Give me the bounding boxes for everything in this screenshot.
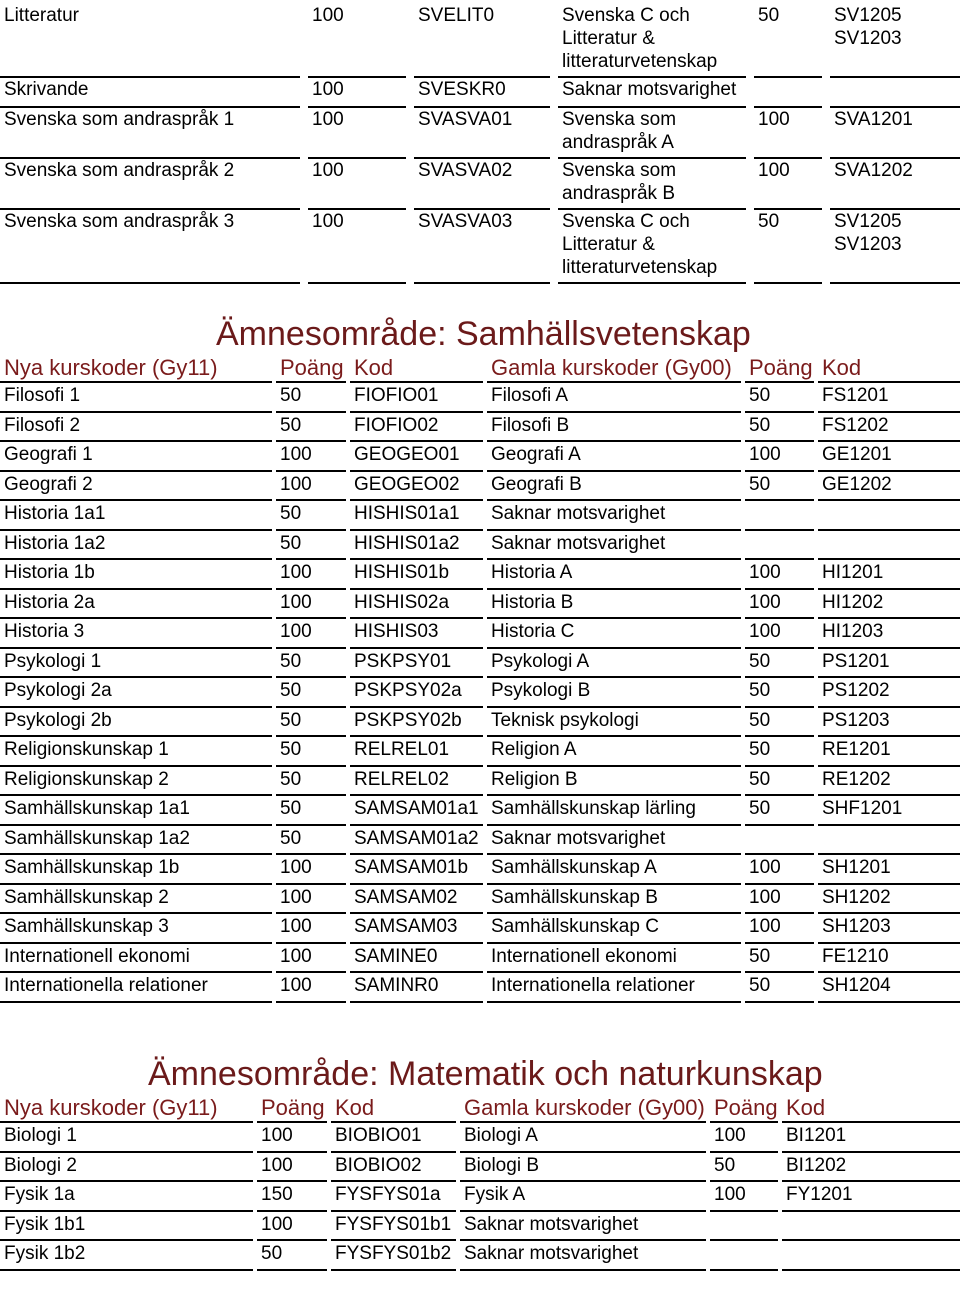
cell-course-code: FIOFIO01 (350, 382, 483, 412)
cell-old-points: 100 (745, 441, 814, 471)
cell-points: 100 (276, 913, 346, 943)
cell-old-points: 100 (710, 1181, 778, 1211)
cell-new-course: Filosofi 1 (0, 382, 272, 412)
cell-old-course-code: BI1202 (782, 1152, 960, 1182)
cell-course-code: SAMINR0 (350, 972, 483, 1002)
cell-old-points: 100 (745, 559, 814, 589)
cell-old-points (710, 1211, 778, 1241)
cell-course-code: SAMSAM02 (350, 884, 483, 914)
cell-points: 100 (276, 441, 346, 471)
cell-old-course: Samhällskunskap A (487, 854, 741, 884)
cell-course-code: HISHIS01a2 (350, 530, 483, 560)
cell-points: 50 (276, 530, 346, 560)
cell-old-course-code: SVA1202 (830, 158, 960, 209)
cell-old-course-code: BI1201 (782, 1122, 960, 1152)
cell-old-points: 50 (745, 972, 814, 1002)
cell-old-points: 100 (754, 158, 822, 209)
cell-old-points: 50 (745, 736, 814, 766)
cell-new-course: Historia 2a (0, 589, 272, 619)
cell-old-course: Biologi B (460, 1152, 706, 1182)
cell-old-course-code: HI1201 (818, 559, 960, 589)
cell-new-course: Historia 1a1 (0, 500, 272, 530)
cell-old-course-code: SH1202 (818, 884, 960, 914)
cell-old-course: Historia A (487, 559, 741, 589)
cell-old-course-code: HI1203 (818, 618, 960, 648)
cell-new-course: Historia 1b (0, 559, 272, 589)
cell-old-points: 100 (745, 854, 814, 884)
cell-old-course: Svenska C och Litteratur & litteraturvetenskap (558, 4, 746, 77)
cell-old-course-code: HI1202 (818, 589, 960, 619)
table-row (0, 972, 960, 1002)
cell-points: 100 (308, 209, 406, 283)
cell-old-points: 50 (745, 943, 814, 973)
cell-old-points (754, 77, 822, 107)
cell-old-course: Saknar motsvarighet (460, 1240, 706, 1270)
table-header-row (0, 354, 960, 382)
cell-old-course-code: FS1202 (818, 412, 960, 442)
cell-course-code: GEOGEO02 (350, 471, 483, 501)
cell-old-course-code: FY1201 (782, 1181, 960, 1211)
cell-old-course: Saknar motsvarighet (487, 825, 741, 855)
cell-points: 100 (276, 589, 346, 619)
cell-old-points (710, 1240, 778, 1270)
cell-new-course: Fysik 1b1 (0, 1211, 253, 1241)
cell-old-course-code: FS1201 (818, 382, 960, 412)
cell-course-code: SVASVA03 (414, 209, 550, 283)
cell-old-course-code: PS1202 (818, 677, 960, 707)
cell-old-points: 50 (745, 412, 814, 442)
cell-course-code: SAMSAM03 (350, 913, 483, 943)
cell-old-points: 50 (745, 766, 814, 796)
cell-old-points: 50 (745, 648, 814, 678)
cell-points: 50 (276, 500, 346, 530)
header-new-course: Nya kurskoder (Gy11) (0, 354, 272, 382)
cell-course-code: RELREL01 (350, 736, 483, 766)
cell-course-code: SVASVA01 (414, 107, 550, 158)
cell-old-course: Saknar motsvarighet (487, 500, 741, 530)
cell-old-course: Internationella relationer (487, 972, 741, 1002)
header-old-course-code: Kod (818, 354, 960, 382)
cell-course-code: FYSFYS01b1 (331, 1211, 456, 1241)
math-science-course-table (0, 1094, 960, 1271)
table-row (0, 648, 960, 678)
cell-points: 100 (276, 972, 346, 1002)
cell-points: 50 (276, 825, 346, 855)
cell-points: 100 (308, 77, 406, 107)
cell-old-course: Biologi A (460, 1122, 706, 1152)
header-course-code: Kod (331, 1094, 456, 1122)
table-row (0, 677, 960, 707)
cell-points: 100 (257, 1122, 327, 1152)
cell-old-course: Geografi A (487, 441, 741, 471)
table-row (0, 382, 960, 412)
cell-old-course-code: SV1205 SV1203 (830, 209, 960, 283)
cell-course-code: PSKPSY02a (350, 677, 483, 707)
cell-course-code: GEOGEO01 (350, 441, 483, 471)
cell-course-code: HISHIS01b (350, 559, 483, 589)
cell-course-code: FYSFYS01b2 (331, 1240, 456, 1270)
cell-course-code: SVASVA02 (414, 158, 550, 209)
cell-old-points: 50 (745, 471, 814, 501)
table-row (0, 530, 960, 560)
cell-course-code: HISHIS02a (350, 589, 483, 619)
cell-new-course: Fysik 1a (0, 1181, 253, 1211)
cell-new-course: Svenska som andraspråk 2 (0, 158, 300, 209)
cell-new-course: Fysik 1b2 (0, 1240, 253, 1270)
cell-old-course-code (782, 1211, 960, 1241)
cell-new-course: Religionskunskap 1 (0, 736, 272, 766)
table-row (0, 795, 960, 825)
cell-new-course: Geografi 1 (0, 441, 272, 471)
cell-old-points: 100 (710, 1122, 778, 1152)
cell-old-course-code: PS1201 (818, 648, 960, 678)
table-row (0, 1181, 960, 1211)
header-old-course: Gamla kurskoder (Gy00) (487, 354, 741, 382)
cell-old-course: Psykologi B (487, 677, 741, 707)
cell-points: 50 (276, 795, 346, 825)
cell-old-course-code: SV1205 SV1203 (830, 4, 960, 77)
cell-old-course-code: PS1203 (818, 707, 960, 737)
cell-old-points: 50 (710, 1152, 778, 1182)
cell-points: 50 (276, 382, 346, 412)
cell-new-course: Internationell ekonomi (0, 943, 272, 973)
table-row (0, 412, 960, 442)
cell-old-course: Religion A (487, 736, 741, 766)
cell-old-course: Filosofi A (487, 382, 741, 412)
cell-old-course-code (830, 77, 960, 107)
cell-old-points (745, 500, 814, 530)
table-row (0, 854, 960, 884)
cell-course-code: HISHIS03 (350, 618, 483, 648)
cell-course-code: PSKPSY02b (350, 707, 483, 737)
section-heading-math-science: Ämnesområde: Matematik och naturkunskap (148, 1055, 823, 1093)
cell-points: 50 (276, 736, 346, 766)
cell-points: 50 (276, 677, 346, 707)
cell-course-code: FYSFYS01a (331, 1181, 456, 1211)
language-course-table (0, 4, 960, 284)
table-row (0, 107, 960, 158)
cell-old-course-code: SH1203 (818, 913, 960, 943)
cell-old-course-code: SH1204 (818, 972, 960, 1002)
cell-points: 100 (276, 618, 346, 648)
cell-points: 100 (276, 559, 346, 589)
header-old-course: Gamla kurskoder (Gy00) (460, 1094, 706, 1122)
cell-new-course: Psykologi 1 (0, 648, 272, 678)
cell-old-course: Svenska som andraspråk A (558, 107, 746, 158)
social-science-course-table (0, 354, 960, 1003)
cell-old-course: Religion B (487, 766, 741, 796)
cell-new-course: Psykologi 2a (0, 677, 272, 707)
table-header-row (0, 1094, 960, 1122)
cell-old-points: 100 (754, 107, 822, 158)
header-points: Poäng (257, 1094, 327, 1122)
cell-new-course: Svenska som andraspråk 3 (0, 209, 300, 283)
table-row (0, 736, 960, 766)
cell-old-points: 50 (745, 707, 814, 737)
cell-points: 100 (276, 884, 346, 914)
cell-old-course-code: GE1201 (818, 441, 960, 471)
cell-old-course-code (818, 530, 960, 560)
cell-points: 100 (257, 1152, 327, 1182)
cell-old-points (745, 530, 814, 560)
cell-new-course: Samhällskunskap 1a2 (0, 825, 272, 855)
header-old-points: Poäng (745, 354, 814, 382)
cell-new-course: Psykologi 2b (0, 707, 272, 737)
cell-old-course: Teknisk psykologi (487, 707, 741, 737)
table-row (0, 441, 960, 471)
cell-new-course: Geografi 2 (0, 471, 272, 501)
cell-new-course: Historia 1a2 (0, 530, 272, 560)
cell-new-course: Biologi 1 (0, 1122, 253, 1152)
cell-new-course: Samhällskunskap 1a1 (0, 795, 272, 825)
cell-old-course: Saknar motsvarighet (487, 530, 741, 560)
cell-course-code: SVELIT0 (414, 4, 550, 77)
cell-points: 100 (308, 4, 406, 77)
cell-old-course: Samhällskunskap C (487, 913, 741, 943)
cell-points: 50 (276, 707, 346, 737)
cell-old-course: Historia B (487, 589, 741, 619)
table-row (0, 825, 960, 855)
cell-course-code: SVESKR0 (414, 77, 550, 107)
table-row (0, 4, 960, 77)
cell-new-course: Historia 3 (0, 618, 272, 648)
cell-new-course: Religionskunskap 2 (0, 766, 272, 796)
table-row (0, 1152, 960, 1182)
cell-points: 100 (308, 107, 406, 158)
cell-course-code: BIOBIO02 (331, 1152, 456, 1182)
cell-new-course: Biologi 2 (0, 1152, 253, 1182)
cell-old-course: Fysik A (460, 1181, 706, 1211)
cell-old-points: 50 (754, 4, 822, 77)
cell-course-code: SAMSAM01a1 (350, 795, 483, 825)
cell-old-points: 100 (745, 884, 814, 914)
cell-points: 100 (257, 1211, 327, 1241)
header-course-code: Kod (350, 354, 483, 382)
cell-new-course: Litteratur (0, 4, 300, 77)
cell-old-course-code: RE1201 (818, 736, 960, 766)
table-row (0, 707, 960, 737)
table-row (0, 471, 960, 501)
cell-points: 50 (276, 648, 346, 678)
cell-old-points: 50 (745, 677, 814, 707)
cell-old-points: 50 (754, 209, 822, 283)
cell-old-course-code: GE1202 (818, 471, 960, 501)
table-row (0, 884, 960, 914)
cell-points: 100 (276, 471, 346, 501)
cell-old-points: 100 (745, 589, 814, 619)
cell-points: 50 (257, 1240, 327, 1270)
cell-points: 150 (257, 1181, 327, 1211)
table-row (0, 1122, 960, 1152)
cell-points: 50 (276, 766, 346, 796)
cell-new-course: Samhällskunskap 3 (0, 913, 272, 943)
cell-old-course: Historia C (487, 618, 741, 648)
cell-new-course: Samhällskunskap 1b (0, 854, 272, 884)
cell-points: 100 (276, 943, 346, 973)
table-row (0, 589, 960, 619)
cell-course-code: BIOBIO01 (331, 1122, 456, 1152)
table-row (0, 209, 960, 283)
cell-old-course-code: RE1202 (818, 766, 960, 796)
cell-old-course: Svenska C och Litteratur & litteraturvetenskap (558, 209, 746, 283)
header-new-course: Nya kurskoder (Gy11) (0, 1094, 253, 1122)
cell-new-course: Internationella relationer (0, 972, 272, 1002)
table-row (0, 559, 960, 589)
cell-old-course: Samhällskunskap lärling (487, 795, 741, 825)
table-row (0, 913, 960, 943)
cell-old-course-code: SHF1201 (818, 795, 960, 825)
cell-old-course: Psykologi A (487, 648, 741, 678)
cell-old-course: Filosofi B (487, 412, 741, 442)
cell-old-course: Geografi B (487, 471, 741, 501)
header-old-course-code: Kod (782, 1094, 960, 1122)
table-row (0, 1211, 960, 1241)
section-heading-social-science: Ämnesområde: Samhällsvetenskap (216, 315, 751, 353)
table-row (0, 500, 960, 530)
cell-old-points: 50 (745, 795, 814, 825)
cell-points: 100 (276, 854, 346, 884)
cell-old-points: 100 (745, 618, 814, 648)
table-row (0, 158, 960, 209)
cell-course-code: SAMSAM01b (350, 854, 483, 884)
header-points: Poäng (276, 354, 346, 382)
cell-points: 100 (308, 158, 406, 209)
cell-old-course-code (818, 500, 960, 530)
cell-old-course: Internationell ekonomi (487, 943, 741, 973)
cell-old-course-code: SVA1201 (830, 107, 960, 158)
cell-old-points: 50 (745, 382, 814, 412)
cell-old-course: Samhällskunskap B (487, 884, 741, 914)
cell-old-course: Svenska som andraspråk B (558, 158, 746, 209)
cell-course-code: HISHIS01a1 (350, 500, 483, 530)
cell-course-code: SAMSAM01a2 (350, 825, 483, 855)
cell-new-course: Svenska som andraspråk 1 (0, 107, 300, 158)
cell-old-points (745, 825, 814, 855)
cell-old-course: Saknar motsvarighet (558, 77, 746, 107)
cell-course-code: PSKPSY01 (350, 648, 483, 678)
cell-new-course: Filosofi 2 (0, 412, 272, 442)
cell-course-code: SAMINE0 (350, 943, 483, 973)
cell-old-course-code (782, 1240, 960, 1270)
cell-course-code: FIOFIO02 (350, 412, 483, 442)
cell-new-course: Skrivande (0, 77, 300, 107)
table-row (0, 77, 960, 107)
cell-points: 50 (276, 412, 346, 442)
cell-old-course-code: FE1210 (818, 943, 960, 973)
table-row (0, 618, 960, 648)
cell-old-course: Saknar motsvarighet (460, 1211, 706, 1241)
cell-old-points: 100 (745, 913, 814, 943)
cell-old-course-code: SH1201 (818, 854, 960, 884)
table-row (0, 1240, 960, 1270)
cell-new-course: Samhällskunskap 2 (0, 884, 272, 914)
cell-old-course-code (818, 825, 960, 855)
table-row (0, 943, 960, 973)
cell-course-code: RELREL02 (350, 766, 483, 796)
table-row (0, 766, 960, 796)
header-old-points: Poäng (710, 1094, 778, 1122)
